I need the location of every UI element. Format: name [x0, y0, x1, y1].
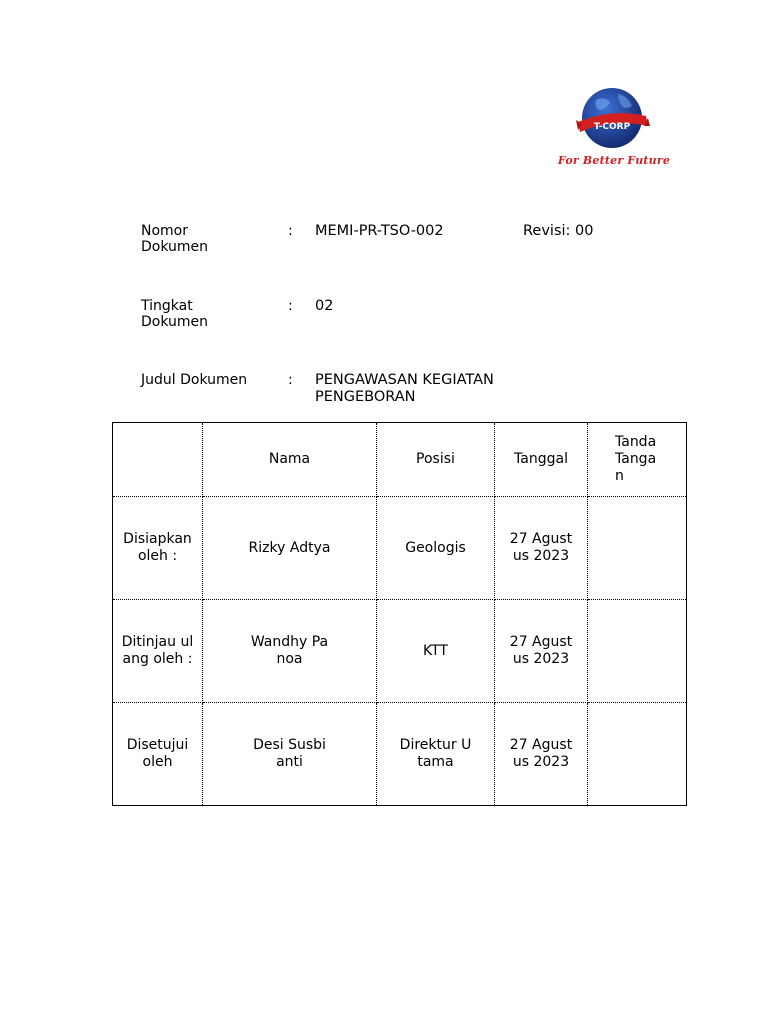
header-tanda-tangan-text: Tanda Tangan	[615, 434, 657, 484]
date-text: 27 Agustus 2023	[509, 531, 573, 564]
nomor-dokumen-value: MEMI-PR-TSO-002	[315, 223, 444, 239]
tingkat-dokumen-label: Tingkat Dokumen	[141, 298, 209, 330]
judul-dokumen-value: PENGAWASAN KEGIATAN PENGEBORAN	[315, 372, 494, 405]
brand-text: T-CORP	[593, 122, 631, 132]
position-cell: KTT	[377, 600, 495, 703]
header-tanggal: Tanggal	[495, 423, 588, 497]
colon: :	[288, 372, 293, 388]
table-header-row	[113, 423, 687, 497]
position-cell: Geologis	[377, 497, 495, 600]
nomor-dokumen-row	[141, 223, 611, 261]
date-cell	[495, 600, 588, 703]
tingkat-dokumen-row	[141, 298, 611, 336]
header-posisi: Posisi	[377, 423, 495, 497]
position-cell	[377, 703, 495, 806]
tingkat-dokumen-value: 02	[315, 298, 334, 314]
header-nama: Nama	[203, 423, 377, 497]
date-cell	[495, 703, 588, 806]
colon: :	[288, 223, 293, 239]
header-tanda-tangan	[588, 423, 687, 497]
role-cell	[113, 600, 203, 703]
name-text: Wandhy Panoa	[250, 634, 329, 667]
table-row	[113, 703, 687, 806]
date-text: 27 Agustus 2023	[509, 634, 573, 667]
date-cell	[495, 497, 588, 600]
signature-cell	[588, 497, 687, 600]
role-label: Disiapkan oleh :	[123, 531, 192, 564]
globe-logo-icon	[574, 86, 650, 152]
judul-dokumen-label: Judul Dokumen	[141, 372, 248, 388]
name-text: Desi Susbianti	[253, 737, 326, 770]
company-logo	[556, 86, 676, 176]
colon: :	[288, 298, 293, 314]
name-cell: Rizky Adtya	[203, 497, 377, 600]
judul-dokumen-row	[141, 372, 611, 412]
document-info	[141, 223, 611, 405]
name-cell	[203, 703, 377, 806]
nomor-dokumen-label: Nomor Dokumen	[141, 223, 209, 255]
table-row	[113, 600, 687, 703]
date-text: 27 Agustus 2023	[509, 737, 573, 770]
role-cell	[113, 703, 203, 806]
name-cell	[203, 600, 377, 703]
table-row	[113, 497, 687, 600]
role-cell	[113, 497, 203, 600]
revisi-value: Revisi: 00	[523, 223, 594, 239]
role-label: Ditinjau ulang oleh :	[121, 634, 194, 667]
header-empty	[113, 423, 203, 497]
role-label: Disetujui oleh	[126, 737, 189, 770]
signature-cell	[588, 703, 687, 806]
slogan: For Better Future	[557, 154, 671, 167]
approval-table	[112, 422, 687, 806]
signature-cell	[588, 600, 687, 703]
position-text: Direktur Utama	[399, 737, 472, 770]
